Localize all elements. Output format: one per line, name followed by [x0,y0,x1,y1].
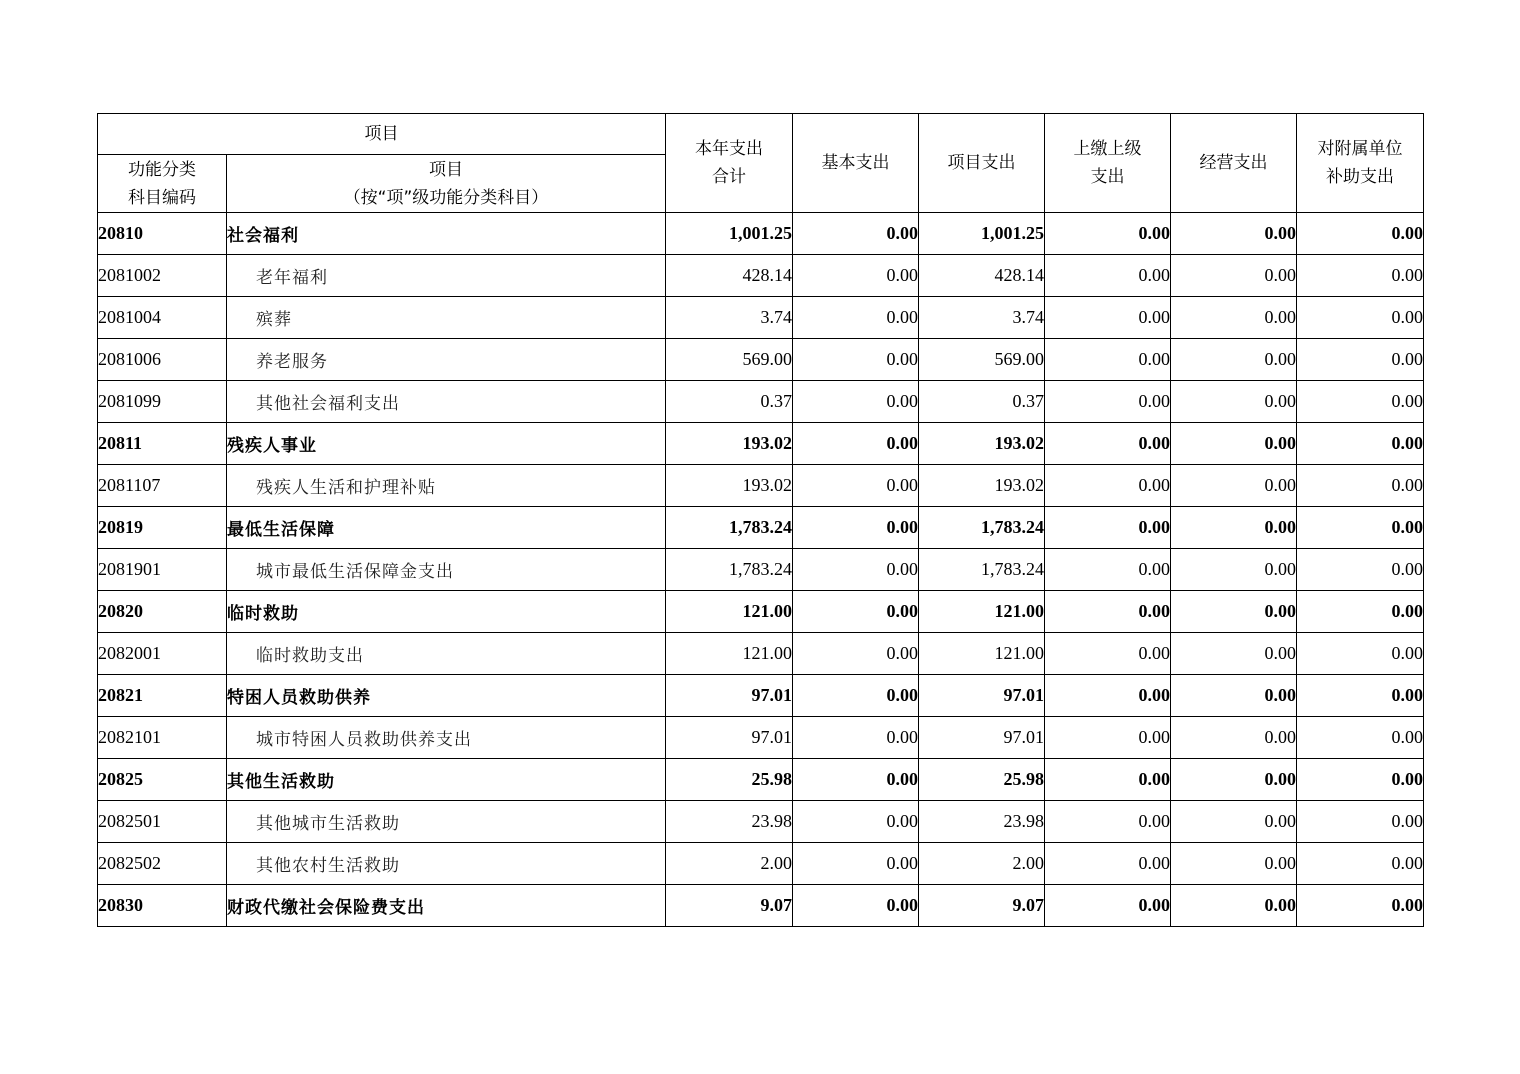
row-name: 临时救助 [227,591,666,633]
row-basic: 0.00 [793,213,919,255]
row-project: 2.00 [919,843,1045,885]
table-row [98,255,1424,297]
row-subsidy: 0.00 [1297,675,1424,717]
row-upper: 0.00 [1045,675,1171,717]
row-operating: 0.00 [1171,759,1297,801]
row-subsidy: 0.00 [1297,801,1424,843]
row-total: 25.98 [666,759,793,801]
table-row [98,465,1424,507]
row-code: 20820 [98,591,227,633]
row-total: 1,783.24 [666,507,793,549]
row-subsidy: 0.00 [1297,549,1424,591]
row-project: 25.98 [919,759,1045,801]
header-upper [1045,114,1171,213]
row-operating: 0.00 [1171,717,1297,759]
row-total: 3.74 [666,297,793,339]
row-project: 1,783.24 [919,507,1045,549]
row-name: 其他社会福利支出 [227,381,666,423]
row-basic: 0.00 [793,255,919,297]
row-subsidy: 0.00 [1297,885,1424,927]
row-project: 428.14 [919,255,1045,297]
row-name: 特困人员救助供养 [227,675,666,717]
header-upper-line2: 支出 [1090,167,1125,187]
row-operating: 0.00 [1171,843,1297,885]
row-operating: 0.00 [1171,633,1297,675]
row-operating: 0.00 [1171,465,1297,507]
row-project: 97.01 [919,675,1045,717]
row-upper: 0.00 [1045,297,1171,339]
row-basic: 0.00 [793,297,919,339]
row-basic: 0.00 [793,633,919,675]
row-operating: 0.00 [1171,423,1297,465]
row-name: 城市最低生活保障金支出 [227,549,666,591]
row-total: 1,783.24 [666,549,793,591]
row-basic: 0.00 [793,591,919,633]
table-row [98,297,1424,339]
row-code: 20811 [98,423,227,465]
table-row [98,675,1424,717]
row-upper: 0.00 [1045,255,1171,297]
row-project: 193.02 [919,465,1045,507]
row-operating: 0.00 [1171,801,1297,843]
row-project: 0.37 [919,381,1045,423]
table-row [98,633,1424,675]
table-row [98,591,1424,633]
row-upper: 0.00 [1045,465,1171,507]
row-project: 9.07 [919,885,1045,927]
row-code: 20810 [98,213,227,255]
table-row [98,213,1424,255]
row-total: 193.02 [666,423,793,465]
table-row [98,507,1424,549]
row-code: 20825 [98,759,227,801]
row-subsidy: 0.00 [1297,633,1424,675]
row-subsidy: 0.00 [1297,255,1424,297]
table-row [98,843,1424,885]
row-total: 121.00 [666,633,793,675]
row-total: 2.00 [666,843,793,885]
row-operating: 0.00 [1171,297,1297,339]
row-total: 0.37 [666,381,793,423]
header-operating: 经营支出 [1171,114,1297,213]
row-total: 569.00 [666,339,793,381]
row-project: 1,783.24 [919,549,1045,591]
row-code: 2081099 [98,381,227,423]
row-name: 其他城市生活救助 [227,801,666,843]
row-basic: 0.00 [793,381,919,423]
row-project: 569.00 [919,339,1045,381]
header-code-line2: 科目编码 [128,187,196,208]
header-basic: 基本支出 [793,114,919,213]
header-code-line1: 功能分类 [128,159,196,180]
row-subsidy: 0.00 [1297,423,1424,465]
header-project: 项目支出 [919,114,1045,213]
table-row [98,885,1424,927]
row-subsidy: 0.00 [1297,507,1424,549]
header-upper-line1: 上缴上级 [1073,139,1142,159]
row-subsidy: 0.00 [1297,465,1424,507]
row-name: 城市特困人员救助供养支出 [227,717,666,759]
row-basic: 0.00 [793,507,919,549]
header-code [98,155,227,213]
row-project: 23.98 [919,801,1045,843]
row-name: 最低生活保障 [227,507,666,549]
row-basic: 0.00 [793,801,919,843]
header-total [666,114,793,213]
row-name: 殡葬 [227,297,666,339]
row-project: 121.00 [919,591,1045,633]
table-row [98,381,1424,423]
row-upper: 0.00 [1045,801,1171,843]
row-upper: 0.00 [1045,339,1171,381]
row-code: 2081006 [98,339,227,381]
row-code: 2082502 [98,843,227,885]
row-total: 23.98 [666,801,793,843]
row-name: 其他生活救助 [227,759,666,801]
row-basic: 0.00 [793,339,919,381]
row-basic: 0.00 [793,423,919,465]
row-code: 20830 [98,885,227,927]
row-name: 养老服务 [227,339,666,381]
header-name-line2: （按“项”级功能分类科目） [343,187,549,208]
row-total: 428.14 [666,255,793,297]
row-name: 财政代缴社会保险费支出 [227,885,666,927]
row-upper: 0.00 [1045,591,1171,633]
row-operating: 0.00 [1171,339,1297,381]
header-subsidy-line1: 对附属单位 [1317,139,1403,159]
row-subsidy: 0.00 [1297,843,1424,885]
row-upper: 0.00 [1045,843,1171,885]
row-project: 97.01 [919,717,1045,759]
row-operating: 0.00 [1171,549,1297,591]
row-name: 其他农村生活救助 [227,843,666,885]
row-project: 121.00 [919,633,1045,675]
row-total: 193.02 [666,465,793,507]
row-project: 193.02 [919,423,1045,465]
row-subsidy: 0.00 [1297,381,1424,423]
header-total-line2: 合计 [712,167,746,187]
row-operating: 0.00 [1171,591,1297,633]
row-name: 社会福利 [227,213,666,255]
header-name [227,155,666,213]
row-name: 残疾人生活和护理补贴 [227,465,666,507]
row-basic: 0.00 [793,759,919,801]
row-operating: 0.00 [1171,507,1297,549]
row-total: 97.01 [666,717,793,759]
table-row [98,801,1424,843]
row-upper: 0.00 [1045,213,1171,255]
row-code: 2081002 [98,255,227,297]
row-code: 20819 [98,507,227,549]
row-upper: 0.00 [1045,381,1171,423]
row-basic: 0.00 [793,465,919,507]
table-row [98,759,1424,801]
header-total-line1: 本年支出 [695,139,763,159]
table-row [98,717,1424,759]
row-subsidy: 0.00 [1297,339,1424,381]
row-upper: 0.00 [1045,633,1171,675]
row-code: 2081004 [98,297,227,339]
expenditure-table [97,113,1424,927]
row-upper: 0.00 [1045,759,1171,801]
row-total: 1,001.25 [666,213,793,255]
header-name-line1: 项目 [429,159,463,180]
row-basic: 0.00 [793,675,919,717]
table-row [98,423,1424,465]
row-upper: 0.00 [1045,885,1171,927]
row-operating: 0.00 [1171,675,1297,717]
row-code: 2082501 [98,801,227,843]
row-basic: 0.00 [793,885,919,927]
row-name: 临时救助支出 [227,633,666,675]
row-subsidy: 0.00 [1297,717,1424,759]
row-code: 2082101 [98,717,227,759]
table-row [98,339,1424,381]
header-subsidy [1297,114,1424,213]
row-subsidy: 0.00 [1297,297,1424,339]
row-code: 2081107 [98,465,227,507]
row-operating: 0.00 [1171,255,1297,297]
row-upper: 0.00 [1045,507,1171,549]
row-total: 97.01 [666,675,793,717]
row-upper: 0.00 [1045,549,1171,591]
row-operating: 0.00 [1171,213,1297,255]
row-upper: 0.00 [1045,717,1171,759]
row-upper: 0.00 [1045,423,1171,465]
row-operating: 0.00 [1171,381,1297,423]
row-name: 老年福利 [227,255,666,297]
row-code: 20821 [98,675,227,717]
row-total: 121.00 [666,591,793,633]
row-subsidy: 0.00 [1297,759,1424,801]
row-operating: 0.00 [1171,885,1297,927]
row-basic: 0.00 [793,843,919,885]
header-item-group: 项目 [98,114,666,155]
row-subsidy: 0.00 [1297,213,1424,255]
row-basic: 0.00 [793,717,919,759]
row-project: 3.74 [919,297,1045,339]
table-body [98,213,1424,927]
row-basic: 0.00 [793,549,919,591]
header-subsidy-line2: 补助支出 [1326,167,1394,187]
row-total: 9.07 [666,885,793,927]
table-row [98,549,1424,591]
row-code: 2081901 [98,549,227,591]
row-subsidy: 0.00 [1297,591,1424,633]
row-project: 1,001.25 [919,213,1045,255]
row-code: 2082001 [98,633,227,675]
row-name: 残疾人事业 [227,423,666,465]
